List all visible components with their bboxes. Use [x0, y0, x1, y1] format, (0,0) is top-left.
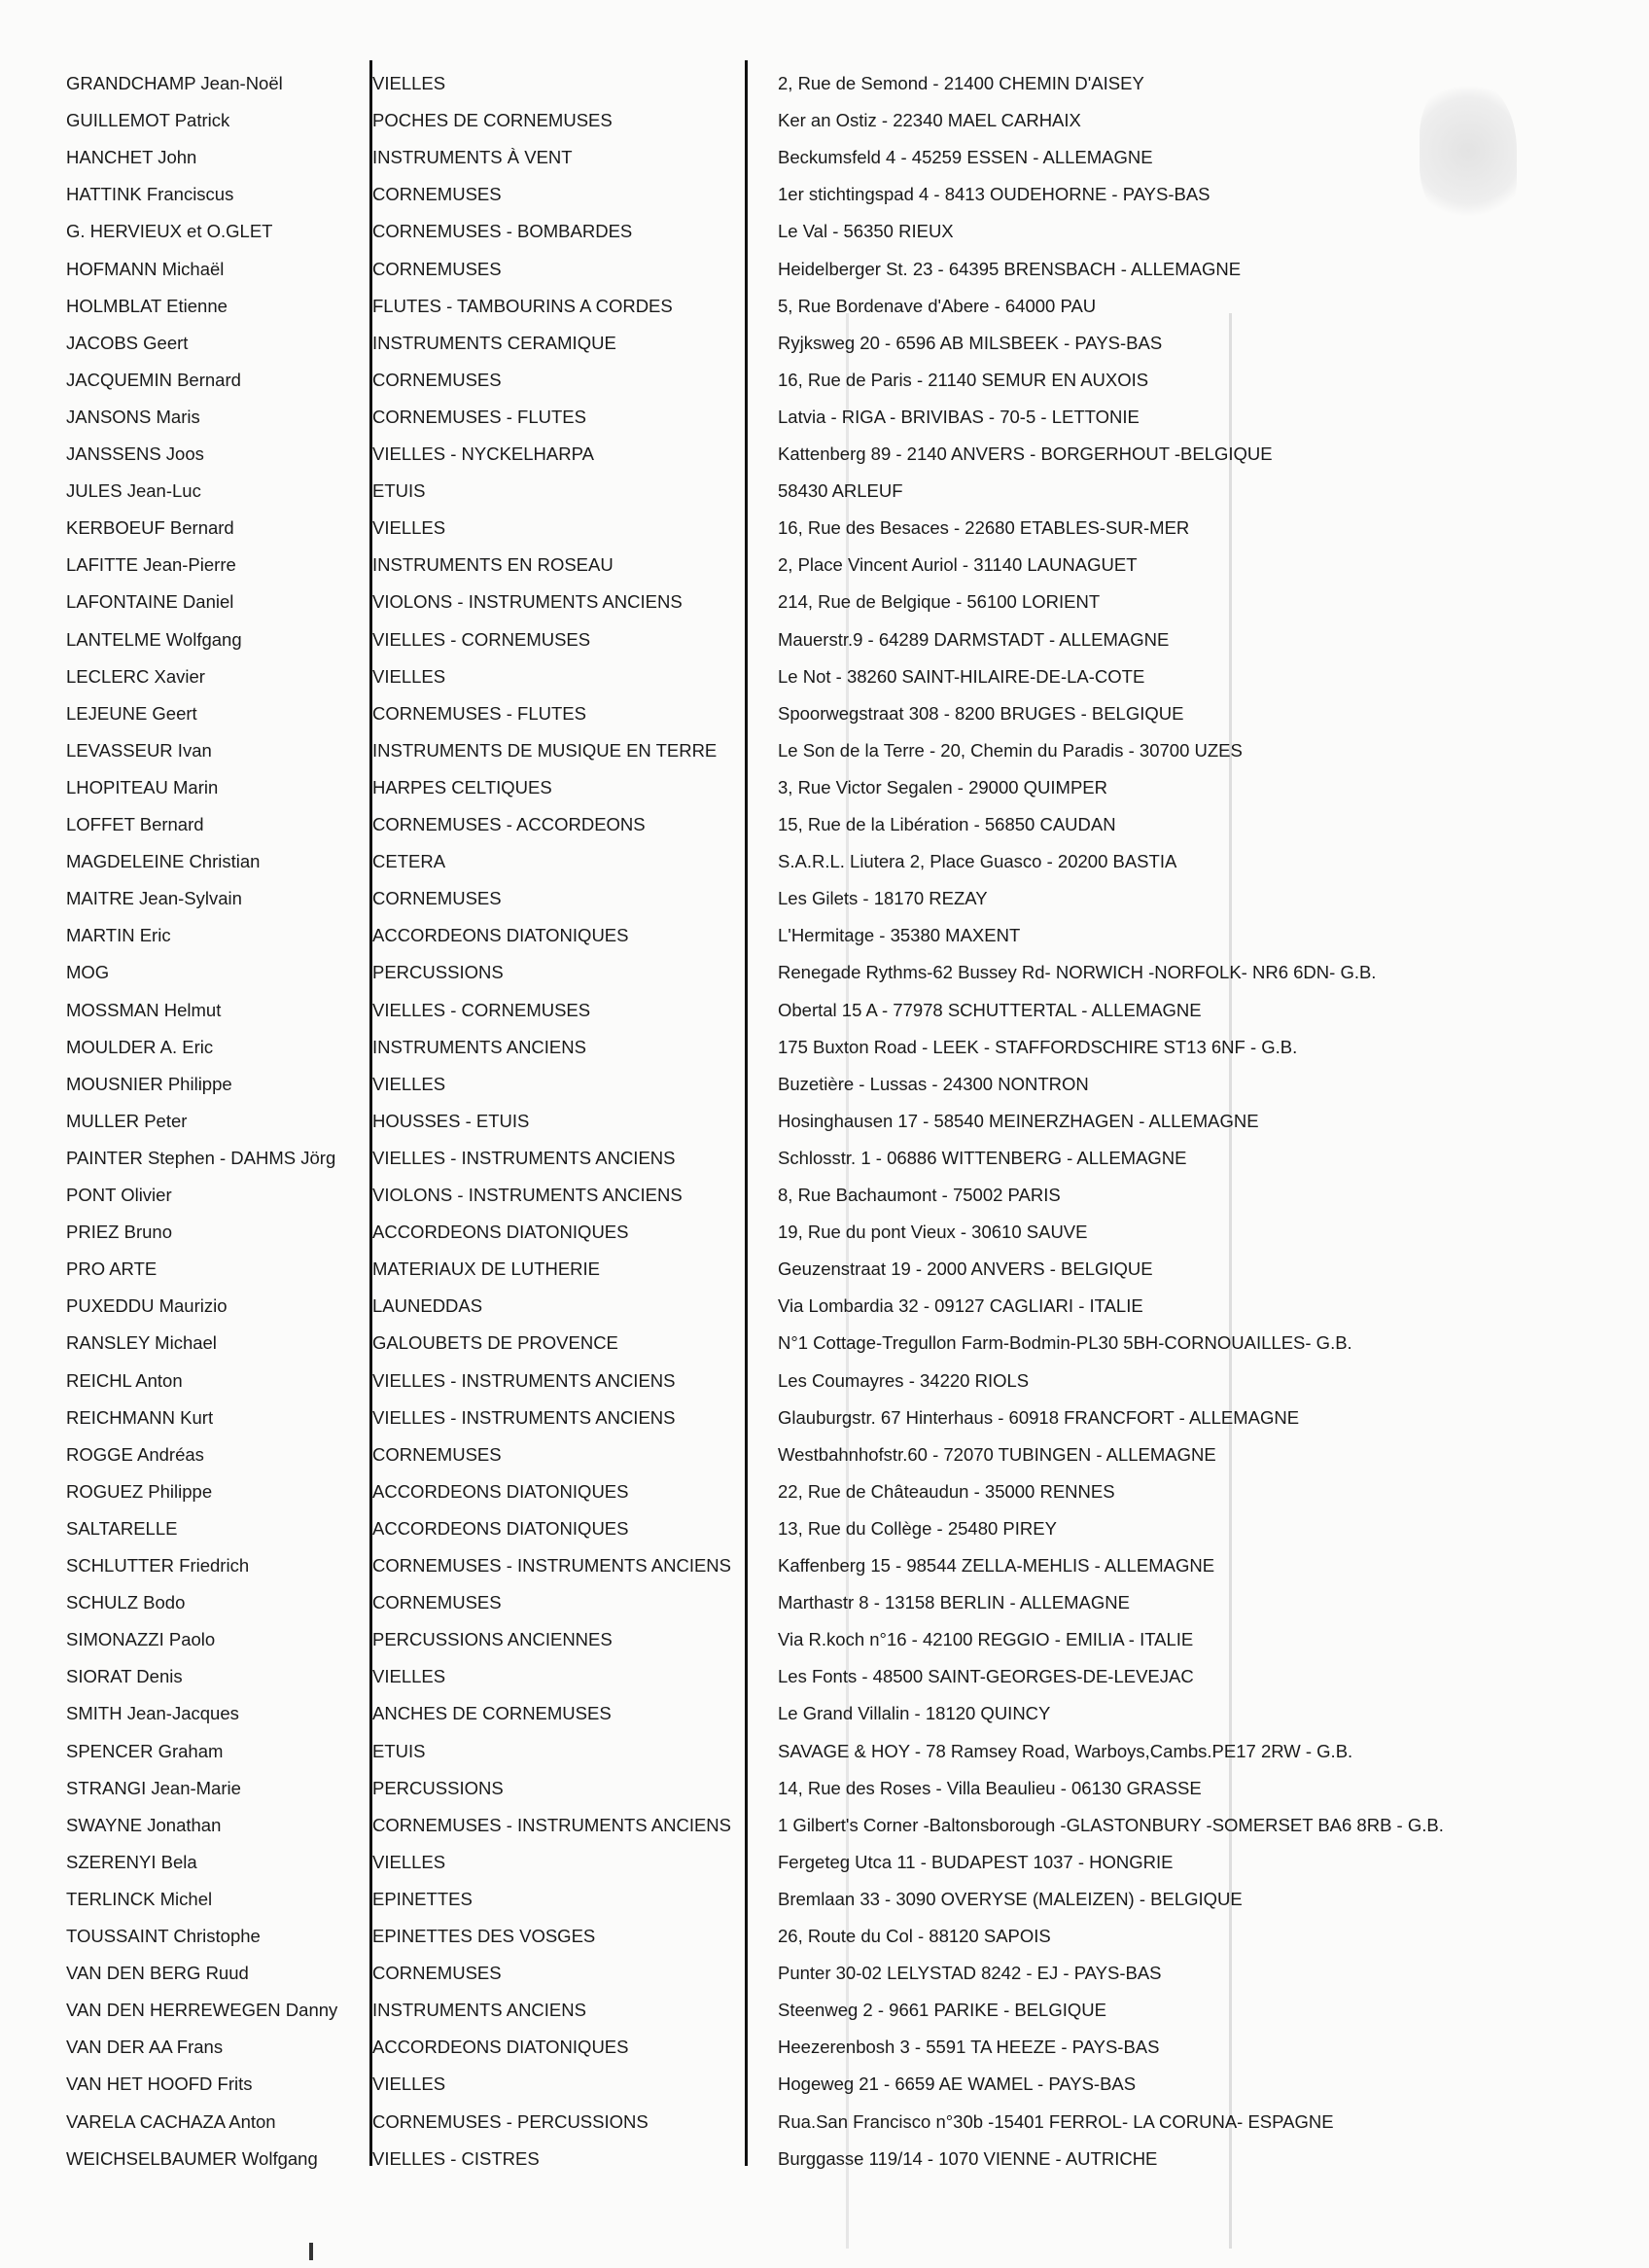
maker-speciality: ACCORDEONS DIATONIQUES	[372, 1480, 629, 1502]
list-row	[0, 436, 1649, 473]
maker-name: JANSONS Maris	[66, 406, 200, 427]
list-row	[0, 843, 1649, 880]
maker-name: HANCHET John	[66, 147, 197, 168]
maker-name: MARTIN Eric	[66, 925, 171, 946]
maker-speciality: PERCUSSIONS ANCIENNES	[372, 1629, 613, 1650]
maker-name: REICHL Anton	[66, 1369, 183, 1391]
list-row	[0, 1103, 1649, 1140]
list-row	[0, 288, 1649, 325]
maker-address: Les Fonts - 48500 SAINT-GEORGES-DE-LEVEJAC	[778, 1666, 1194, 1687]
maker-name: ROGUEZ Philippe	[66, 1480, 213, 1502]
maker-name: SALTARELLE	[66, 1517, 178, 1539]
list-row	[0, 1177, 1649, 1214]
maker-address: Le Grand Villalin - 18120 QUINCY	[778, 1703, 1051, 1724]
maker-address: Le Not - 38260 SAINT-HILAIRE-DE-LA-COTE	[778, 665, 1145, 687]
maker-address: Latvia - RIGA - BRIVIBAS - 70-5 - LETTONIE	[778, 406, 1140, 427]
maker-speciality: CORNEMUSES - ACCORDEONS	[372, 814, 646, 834]
maker-speciality: PERCUSSIONS	[372, 962, 504, 983]
list-row	[0, 1288, 1649, 1325]
maker-address: Spoorwegstraat 308 - 8200 BRUGES - BELGIQUE	[778, 702, 1184, 724]
maker-name: PRO ARTE	[66, 1258, 158, 1280]
maker-speciality: HARPES CELTIQUES	[372, 776, 552, 797]
maker-name: HOFMANN Michaël	[66, 258, 225, 279]
list-row	[0, 917, 1649, 954]
maker-address: 58430 ARLEUF	[778, 480, 903, 502]
maker-speciality: INSTRUMENTS EN ROSEAU	[372, 554, 614, 576]
maker-speciality: CORNEMUSES	[372, 1592, 502, 1613]
list-row	[0, 658, 1649, 695]
maker-name: MOULDER A. Eric	[66, 1036, 214, 1057]
maker-address: Heezerenbosh 3 - 5591 TA HEEZE - PAYS-BAS	[778, 2037, 1160, 2058]
maker-name: WEICHSELBAUMER Wolfgang	[66, 2147, 318, 2169]
maker-speciality: VIELLES - NYCKELHARPA	[372, 443, 594, 464]
maker-name: LEJEUNE Geert	[66, 702, 197, 724]
list-row	[0, 510, 1649, 547]
maker-speciality: CORNEMUSES - BOMBARDES	[372, 221, 633, 242]
maker-address: 16, Rue des Besaces - 22680 ETABLES-SUR-MER	[778, 517, 1190, 539]
maker-speciality: LAUNEDDAS	[372, 1295, 483, 1317]
list-row	[0, 399, 1649, 436]
maker-address: Hosinghausen 17 - 58540 MEINERZHAGEN - ALLEMAGNE	[778, 1110, 1259, 1131]
maker-name: LOFFET Bernard	[66, 814, 204, 834]
list-row	[0, 584, 1649, 620]
maker-speciality: CORNEMUSES	[372, 369, 502, 390]
list-row	[0, 1510, 1649, 1547]
maker-name: MOSSMAN Helmut	[66, 999, 222, 1020]
list-row	[0, 1029, 1649, 1066]
maker-speciality: VIELLES	[372, 73, 446, 93]
maker-address: Renegade Rythms-62 Bussey Rd- NORWICH -NORFOLK- NR6 6DN- G.B.	[778, 962, 1377, 983]
maker-name: KERBOEUF Bernard	[66, 517, 234, 539]
list-row	[0, 362, 1649, 399]
maker-address: Geuzenstraat 19 - 2000 ANVERS - BELGIQUE	[778, 1258, 1153, 1280]
list-row	[0, 1400, 1649, 1436]
maker-speciality: ETUIS	[372, 1740, 426, 1761]
maker-name: VAN DEN BERG Ruud	[66, 1963, 249, 1984]
maker-address: Kaffenberg 15 - 98544 ZELLA-MEHLIS - ALLEMAGNE	[778, 1555, 1215, 1576]
list-row	[0, 1918, 1649, 1955]
maker-name: JACOBS Geert	[66, 332, 189, 353]
maker-name: VARELA CACHAZA Anton	[66, 2110, 276, 2132]
maker-name: PUXEDDU Maurizio	[66, 1295, 228, 1317]
maker-name: LAFITTE Jean-Pierre	[66, 554, 236, 576]
maker-address: 16, Rue de Paris - 21140 SEMUR EN AUXOIS	[778, 369, 1149, 390]
maker-address: Obertal 15 A - 77978 SCHUTTERTAL - ALLEMAGNE	[778, 999, 1202, 1020]
maker-name: SIORAT Denis	[66, 1666, 183, 1687]
maker-address: 2, Place Vincent Auriol - 31140 LAUNAGUET	[778, 554, 1138, 576]
list-row	[0, 1881, 1649, 1918]
maker-address: 15, Rue de la Libération - 56850 CAUDAN	[778, 814, 1116, 834]
maker-name: SZERENYI Bela	[66, 1851, 197, 1872]
maker-speciality: CORNEMUSES - FLUTES	[372, 406, 586, 427]
list-row	[0, 1584, 1649, 1621]
maker-name: SWAYNE Jonathan	[66, 1814, 222, 1835]
maker-speciality: CORNEMUSES	[372, 888, 502, 909]
maker-speciality: VIELLES - INSTRUMENTS ANCIENS	[372, 1369, 676, 1391]
maker-name: PRIEZ Bruno	[66, 1222, 172, 1243]
maker-address: S.A.R.L. Liutera 2, Place Guasco - 20200 BASTIA	[778, 851, 1177, 872]
maker-speciality: ACCORDEONS DIATONIQUES	[372, 925, 629, 946]
maker-address: 19, Rue du pont Vieux - 30610 SAUVE	[778, 1222, 1088, 1243]
maker-address: Beckumsfeld 4 - 45259 ESSEN - ALLEMAGNE	[778, 147, 1153, 168]
maker-name: SIMONAZZI Paolo	[66, 1629, 216, 1650]
maker-speciality: VIELLES	[372, 1666, 446, 1687]
maker-address: SAVAGE & HOY - 78 Ramsey Road, Warboys,Cambs.PE17 2RW - G.B.	[778, 1740, 1353, 1761]
maker-name: ROGGE Andréas	[66, 1443, 204, 1465]
maker-speciality: CORNEMUSES	[372, 258, 502, 279]
list-row	[0, 1770, 1649, 1807]
maker-speciality: MATERIAUX DE LUTHERIE	[372, 1258, 601, 1280]
maker-address: Kattenberg 89 - 2140 ANVERS - BORGERHOUT -BELGIQUE	[778, 443, 1273, 464]
maker-address: Punter 30-02 LELYSTAD 8242 - EJ - PAYS-BAS	[778, 1963, 1162, 1984]
list-row	[0, 954, 1649, 991]
maker-speciality: CORNEMUSES - PERCUSSIONS	[372, 2110, 649, 2132]
list-row	[0, 1621, 1649, 1658]
maker-name: LANTELME Wolfgang	[66, 628, 242, 650]
maker-speciality: EPINETTES DES VOSGES	[372, 1926, 596, 1946]
maker-speciality: CORNEMUSES - INSTRUMENTS ANCIENS	[372, 1555, 732, 1576]
list-row	[0, 2066, 1649, 2103]
maker-address: Westbahnhofstr.60 - 72070 TUBINGEN - ALLEMAGNE	[778, 1443, 1216, 1465]
maker-address: 8, Rue Bachaumont - 75002 PARIS	[778, 1185, 1061, 1205]
maker-name: MULLER Peter	[66, 1110, 188, 1131]
maker-speciality: ANCHES DE CORNEMUSES	[372, 1703, 612, 1724]
list-row	[0, 1807, 1649, 1844]
maker-name: PAINTER Stephen - DAHMS Jörg	[66, 1147, 336, 1168]
list-row	[0, 1325, 1649, 1362]
maker-speciality: ACCORDEONS DIATONIQUES	[372, 1517, 629, 1539]
maker-address: 175 Buxton Road - LEEK - STAFFORDSCHIRE ST13 6NF - G.B.	[778, 1036, 1298, 1057]
maker-name: HOLMBLAT Etienne	[66, 295, 228, 316]
list-row	[0, 1695, 1649, 1732]
maker-name: VAN HET HOOFD Frits	[66, 2073, 253, 2095]
maker-speciality: ETUIS	[372, 480, 426, 502]
list-row	[0, 732, 1649, 769]
maker-speciality: VIELLES - INSTRUMENTS ANCIENS	[372, 1406, 676, 1428]
maker-name: JULES Jean-Luc	[66, 480, 201, 502]
maker-address: N°1 Cottage-Tregullon Farm-Bodmin-PL30 5BH-CORNOUAILLES- G.B.	[778, 1332, 1352, 1354]
maker-name: LEVASSEUR Ivan	[66, 739, 212, 761]
list-row	[0, 2029, 1649, 2066]
list-row	[0, 1363, 1649, 1400]
maker-address: Le Son de la Terre - 20, Chemin du Paradis - 30700 UZES	[778, 739, 1243, 761]
maker-speciality: FLUTES - TAMBOURINS A CORDES	[372, 295, 673, 316]
maker-speciality: INSTRUMENTS ANCIENS	[372, 1036, 586, 1057]
maker-speciality: CORNEMUSES	[372, 184, 502, 205]
maker-speciality: VIELLES - CISTRES	[372, 2147, 540, 2169]
maker-name: LAFONTAINE Daniel	[66, 591, 234, 613]
maker-speciality: VIELLES - INSTRUMENTS ANCIENS	[372, 1147, 676, 1168]
list-row	[0, 1733, 1649, 1770]
list-row	[0, 102, 1649, 139]
list-row	[0, 992, 1649, 1029]
maker-speciality: VIOLONS - INSTRUMENTS ANCIENS	[372, 1185, 683, 1205]
maker-name: RANSLEY Michael	[66, 1332, 217, 1354]
maker-speciality: POCHES DE CORNEMUSES	[372, 110, 613, 131]
maker-address: Hogeweg 21 - 6659 AE WAMEL - PAYS-BAS	[778, 2073, 1137, 2095]
maker-address: Via Lombardia 32 - 09127 CAGLIARI - ITALIE	[778, 1295, 1143, 1317]
maker-address: Buzetière - Lussas - 24300 NONTRON	[778, 1073, 1089, 1094]
maker-address: L'Hermitage - 35380 MAXENT	[778, 925, 1021, 946]
maker-speciality: CORNEMUSES - INSTRUMENTS ANCIENS	[372, 1814, 732, 1835]
maker-name: VAN DER AA Frans	[66, 2037, 224, 2058]
maker-address: 26, Route du Col - 88120 SAPOIS	[778, 1926, 1051, 1946]
list-row	[0, 1251, 1649, 1288]
maker-name: HATTINK Franciscus	[66, 184, 234, 205]
maker-name: PONT Olivier	[66, 1185, 172, 1205]
maker-address: Steenweg 2 - 9661 PARIKE - BELGIQUE	[778, 2000, 1106, 2021]
list-row	[0, 695, 1649, 732]
maker-address: 3, Rue Victor Segalen - 29000 QUIMPER	[778, 776, 1107, 797]
maker-speciality: VIELLES	[372, 2073, 446, 2095]
list-row	[0, 1214, 1649, 1251]
maker-name: MOUSNIER Philippe	[66, 1073, 232, 1094]
maker-address: Les Coumayres - 34220 RIOLS	[778, 1369, 1030, 1391]
list-row	[0, 1473, 1649, 1510]
list-row	[0, 65, 1649, 102]
maker-speciality: VIELLES	[372, 1851, 446, 1872]
maker-speciality: VIOLONS - INSTRUMENTS ANCIENS	[372, 591, 683, 613]
maker-name: LHOPITEAU Marin	[66, 776, 219, 797]
list-row	[0, 1140, 1649, 1177]
list-row	[0, 1658, 1649, 1695]
maker-address: Mauerstr.9 - 64289 DARMSTADT - ALLEMAGNE	[778, 628, 1170, 650]
maker-address: Ryjksweg 20 - 6596 AB MILSBEEK - PAYS-BAS	[778, 332, 1163, 353]
maker-address: Via R.koch n°16 - 42100 REGGIO - EMILIA - ITALIE	[778, 1629, 1194, 1650]
maker-speciality: CORNEMUSES	[372, 1963, 502, 1984]
maker-address: Schlosstr. 1 - 06886 WITTENBERG - ALLEMAGNE	[778, 1147, 1187, 1168]
maker-address: Bremlaan 33 - 3090 OVERYSE (MALEIZEN) - BELGIQUE	[778, 1888, 1243, 1909]
maker-name: MOG	[66, 962, 110, 983]
list-row	[0, 325, 1649, 362]
maker-speciality: CORNEMUSES - FLUTES	[372, 702, 586, 724]
list-row	[0, 1992, 1649, 2029]
maker-address: 1 Gilbert's Corner -Baltonsborough -GLASTONBURY -SOMERSET BA6 8RB - G.B.	[778, 1814, 1444, 1835]
maker-name: MAGDELEINE Christian	[66, 851, 261, 872]
maker-name: TOUSSAINT Christophe	[66, 1926, 261, 1946]
maker-name: MAITRE Jean-Sylvain	[66, 888, 242, 909]
maker-speciality: VIELLES - CORNEMUSES	[372, 999, 591, 1020]
list-row	[0, 621, 1649, 658]
maker-address: Le Val - 56350 RIEUX	[778, 221, 954, 242]
maker-speciality: VIELLES	[372, 517, 446, 539]
maker-address: Glauburgstr. 67 Hinterhaus - 60918 FRANCFORT - ALLEMAGNE	[778, 1406, 1300, 1428]
maker-speciality: CETERA	[372, 851, 446, 872]
maker-address: Les Gilets - 18170 REZAY	[778, 888, 988, 909]
maker-speciality: HOUSSES - ETUIS	[372, 1110, 530, 1131]
maker-address: 1er stichtingspad 4 - 8413 OUDEHORNE - PAYS-BAS	[778, 184, 1210, 205]
list-row	[0, 547, 1649, 584]
maker-name: GUILLEMOT Patrick	[66, 110, 230, 131]
list-row	[0, 2104, 1649, 2141]
maker-name: JANSSENS Joos	[66, 443, 204, 464]
list-row	[0, 1436, 1649, 1473]
maker-speciality: VIELLES	[372, 1073, 446, 1094]
maker-name: VAN DEN HERREWEGEN Danny	[66, 2000, 338, 2021]
list-row	[0, 769, 1649, 806]
list-row	[0, 2141, 1649, 2178]
maker-speciality: VIELLES - CORNEMUSES	[372, 628, 591, 650]
maker-address: Burggasse 119/14 - 1070 VIENNE - AUTRICHE	[778, 2147, 1158, 2169]
maker-name: SPENCER Graham	[66, 1740, 224, 1761]
maker-address: 13, Rue du Collège - 25480 PIREY	[778, 1517, 1057, 1539]
maker-name: LECLERC Xavier	[66, 665, 205, 687]
maker-speciality: ACCORDEONS DIATONIQUES	[372, 1222, 629, 1243]
list-row	[0, 473, 1649, 510]
list-row	[0, 1955, 1649, 1992]
maker-name: JACQUEMIN Bernard	[66, 369, 241, 390]
maker-address: 22, Rue de Châteaudun - 35000 RENNES	[778, 1480, 1115, 1502]
maker-name: SCHLUTTER Friedrich	[66, 1555, 250, 1576]
list-row	[0, 1066, 1649, 1103]
list-row	[0, 176, 1649, 213]
maker-address: Ker an Ostiz - 22340 MAEL CARHAIX	[778, 110, 1081, 131]
maker-speciality: INSTRUMENTS DE MUSIQUE EN TERRE	[372, 739, 718, 761]
maker-address: Fergeteg Utca 11 - BUDAPEST 1037 - HONGRIE	[778, 1851, 1174, 1872]
maker-name: STRANGI Jean-Marie	[66, 1777, 241, 1798]
list-row	[0, 1547, 1649, 1584]
maker-speciality: INSTRUMENTS CERAMIQUE	[372, 332, 616, 353]
list-row	[0, 139, 1649, 176]
list-row	[0, 251, 1649, 288]
maker-address: 2, Rue de Semond - 21400 CHEMIN D'AISEY	[778, 73, 1144, 93]
maker-address: 14, Rue des Roses - Villa Beaulieu - 06130 GRASSE	[778, 1777, 1202, 1798]
maker-name: REICHMANN Kurt	[66, 1406, 214, 1428]
maker-speciality: CORNEMUSES	[372, 1443, 502, 1465]
maker-speciality: INSTRUMENTS ANCIENS	[372, 2000, 586, 2021]
maker-speciality: GALOUBETS DE PROVENCE	[372, 1332, 618, 1354]
maker-speciality: EPINETTES	[372, 1888, 473, 1909]
maker-speciality: PERCUSSIONS	[372, 1777, 504, 1798]
scan-mark	[309, 2243, 313, 2260]
maker-speciality: VIELLES	[372, 665, 446, 687]
maker-name: SCHULZ Bodo	[66, 1592, 186, 1613]
maker-address: Heidelberger St. 23 - 64395 BRENSBACH - ALLEMAGNE	[778, 258, 1242, 279]
maker-address: Marthastr 8 - 13158 BERLIN - ALLEMAGNE	[778, 1592, 1130, 1613]
maker-address: 214, Rue de Belgique - 56100 LORIENT	[778, 591, 1101, 613]
list-row	[0, 806, 1649, 843]
maker-address: Rua.San Francisco n°30b -15401 FERROL- LA CORUNA- ESPAGNE	[778, 2110, 1334, 2132]
maker-speciality: INSTRUMENTS À VENT	[372, 147, 573, 168]
list-row	[0, 1844, 1649, 1881]
maker-speciality: ACCORDEONS DIATONIQUES	[372, 2037, 629, 2058]
maker-name: TERLINCK Michel	[66, 1888, 213, 1909]
maker-name: SMITH Jean-Jacques	[66, 1703, 239, 1724]
maker-name: G. HERVIEUX et O.GLET	[66, 221, 273, 242]
maker-name: GRANDCHAMP Jean-Noël	[66, 73, 283, 93]
list-row	[0, 880, 1649, 917]
list-row	[0, 213, 1649, 250]
maker-address: 5, Rue Bordenave d'Abere - 64000 PAU	[778, 295, 1097, 316]
